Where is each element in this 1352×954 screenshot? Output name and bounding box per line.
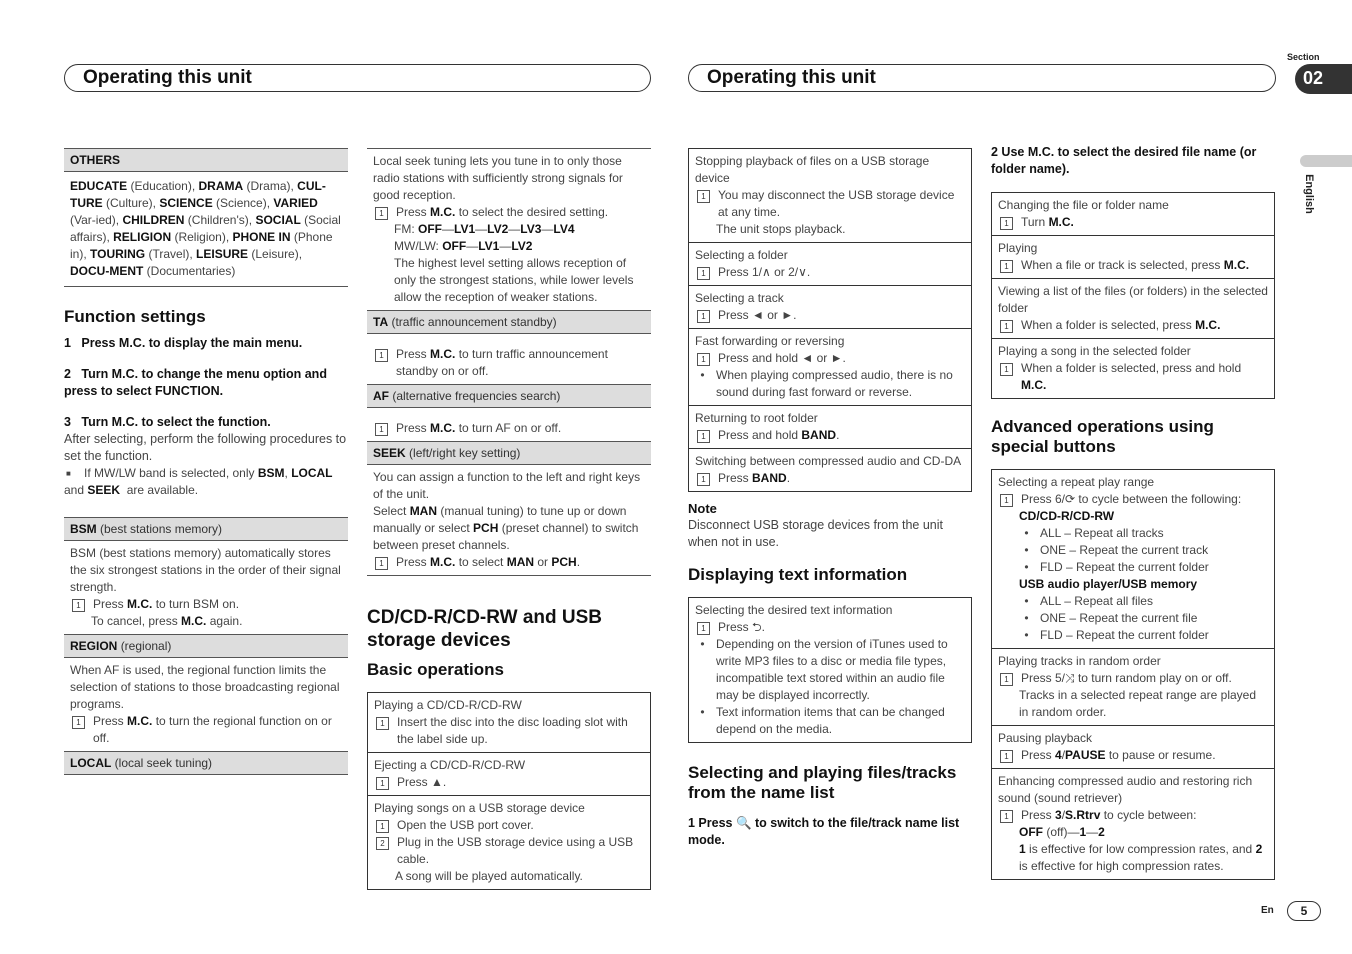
page-number-badge bbox=[1287, 901, 1321, 921]
ta-header: TA (traffic announcement standby) bbox=[367, 310, 651, 334]
step-2-right: 2 Use M.C. to select the desired file name (or folder name). bbox=[991, 145, 1257, 176]
basic-ops-box: Playing a CD/CD-R/CD-RW 1 Insert the disc into the disc loading slot with the label side up. Ejecting a CD/CD-R/CD-RW 1 Press ▲. Playing songs on a USB storage device 1 Open the USB port cover. 2 Plug in the USB storage device using a USB cable. A song will be played automatically. bbox=[367, 692, 651, 890]
cd-usb-title: CD/CD-R/CD-RW and USB storage devices bbox=[367, 607, 603, 651]
function-settings-title: Function settings bbox=[64, 307, 206, 326]
seek-body: You can assign a function to the left and right keys of the unit. Select MAN (manual tuning) to tune up or down manually or select PCH (preset channel) to switch between preset channels. 1 Press M.C. to select MAN or PCH. bbox=[367, 465, 651, 576]
column-2 bbox=[367, 148, 651, 890]
local-body: Local seek tuning lets you tune in to only those radio stations with sufficiently strong signals for good reception. 1 Press M.C. to select the desired setting. FM: OFF—LV1—LV2—LV3—LV4 MW/LW: OFF—LV1—LV2 The highest level setting allows reception of only the strongest stations, while lower levels allow the reception of weaker stations. bbox=[367, 148, 651, 310]
note-mw: ■ If MW/LW band is selected, only BSM, LOCAL bbox=[66, 466, 333, 480]
advanced-ops-box: Selecting a repeat play range 1 Press 6/⟳ to cycle between the following: CD/CD-R/CD-RW • ALL – Repeat all tracks • ONE – Repeat the current track • FLD – Repeat the current folder USB audio player/USB memory • ALL – Repeat all files • ONE – Repeat the current file • FLD – Repeat the current folder Playing tracks in random order 1 Press 5/⤨ to turn random play on or off. Tracks in a selected repeat range are played in random order. Pausing playback 1 Press 4/PAUSE to pause or resume. Enhancing compressed audio and restoring rich sound (sound retriever) 1 Press 3/S.Rtrv to cycle between: OFF (off)—1—2 1 is effective for low compression rates, and 2 is effective for high compression rates. bbox=[991, 469, 1275, 880]
seek-header: SEEK (left/right key setting) bbox=[367, 441, 651, 465]
region-body: When AF is used, the regional function limits the selection of stations to those broadcasting regional programs. 1 Press M.C. to turn the regional function on or off. bbox=[70, 663, 340, 745]
step-1: 1 Press M.C. to display the main menu. bbox=[64, 336, 303, 350]
advanced-ops-title: Advanced operations using special buttons bbox=[991, 417, 1214, 456]
section-label: Section bbox=[1287, 52, 1320, 62]
step-2: 2 Turn M.C. to change the menu option and press to select FUNCTION. bbox=[64, 367, 327, 398]
note-body: Disconnect USB storage devices from the unit when not in use. bbox=[688, 518, 943, 549]
page-title-left: Operating this unit bbox=[83, 67, 252, 88]
footer-lang: En bbox=[1261, 905, 1274, 916]
page-number: 5 bbox=[1300, 904, 1308, 918]
language-tab: English bbox=[1303, 174, 1315, 214]
column-4 bbox=[991, 144, 1275, 880]
basic-operations-title: Basic operations bbox=[367, 660, 504, 679]
note-head: Note bbox=[688, 501, 717, 516]
bsm-body: BSM (best stations memory) automatically stores the six strongest stations in the order of their signal strength. 1 Press M.C. to turn BSM on. To cancel, press M.C. again. bbox=[70, 546, 341, 628]
usb-ops-box: Stopping playback of files on a USB storage device 1 You may disconnect the USB storage device at any time. The unit stops playback. Selecting a folder 1 Press 1/∧ or 2/∨. Selecting a track 1 Press ◄ or ►. Fast forwarding or reversing 1 Press and hold ◄ or ►. • When playing compressed audio, there is no sound during fast forward or reverse. Returning to root folder 1 Press and hold BAND. Switching between compressed audio and CD-DA 1 Press BAND. bbox=[688, 148, 972, 492]
page-title-right: Operating this unit bbox=[707, 67, 876, 88]
select-step-1: 1 Press 🔍 to switch to the file/track name list mode. bbox=[688, 816, 960, 847]
others-body: EDUCATE (Education), DRAMA (Drama), CUL-TURE (Culture), SCIENCE (Science), VARIED (Var-ied), CHILDREN (Children's), SOCIAL (Social affairs), RELIGION (Religion), PHONE IN (Phone in), TOURING (Travel), LEISURE (Leisure), DOCU-MENT (Documentaries) bbox=[64, 172, 348, 287]
column-3 bbox=[688, 148, 972, 849]
right-title-pill bbox=[688, 64, 1276, 92]
bsm-header: BSM (best stations memory) bbox=[64, 517, 348, 541]
local-header: LOCAL (local seek tuning) bbox=[64, 751, 348, 775]
after-text: After selecting, perform the following procedures to set the function. bbox=[64, 432, 347, 463]
display-text-title: Displaying text information bbox=[688, 565, 908, 584]
af-body: 1 Press M.C. to turn AF on or off. bbox=[367, 408, 651, 441]
column-1: OTHERS EDUCATE (Education), DRAMA (Drama), CUL-TURE (Culture), SCIENCE (Science), VARIED (Var-ied), CHILDREN (Children's), SOCIAL (Social affairs), RELIGION (Religion), PHONE IN (Phone in), TOURING (Travel), LEISURE (Leisure), DOCU-MENT (Documentaries) Function settings 1 Press M.C. to display the main menu. 2 Turn M.C. to change the menu option and press to select FUNCTION. 3 Turn M.C. to select the function. After selecting, perform the following procedures to set the function. ■ If MW/LW band is selected, only BSM, LOCAL and SEEK are available. BSM (best stations memory) BSM (best stations memory) automatically stores the six strongest stations in the order of their signal strength. 1 Press M.C. to turn BSM on. To cancel, press M.C. again. REGION (regional) When AF is used, the regional function limits the selection of stations to those broadcasting regional programs. 1 Press M.C. to turn the regional function on or off. LOCAL (local seek tuning) bbox=[64, 148, 348, 775]
display-text-box: Selecting the desired text information 1 Press ⮌. • Depending on the version of iTunes used to write MP3 files to a disc or media file types, incompatible text stored within an audio file may be displayed incorrectly. • Text information items that can be changed depend on the media. bbox=[688, 597, 972, 743]
region-header: REGION (regional) bbox=[64, 634, 348, 658]
select-files-title: Selecting and playing files/tracks from the name list bbox=[688, 763, 957, 802]
af-header: AF (alternative frequencies search) bbox=[367, 384, 651, 408]
step-3: 3 Turn M.C. to select the function. bbox=[64, 415, 271, 429]
section-badge bbox=[1295, 64, 1352, 94]
others-header: OTHERS bbox=[64, 148, 348, 172]
file-list-box: Changing the file or folder name 1 Turn M.C. Playing 1 When a file or track is selected, press M.C. Viewing a list of the files (or folders) in the selected folder 1 When a folder is selected, press M.C. Playing a song in the selected folder 1 When a folder is selected, press and hold M.C. bbox=[991, 192, 1275, 399]
ta-body: 1 Press M.C. to turn traffic announcement standby on or off. bbox=[367, 334, 651, 384]
left-title-pill bbox=[64, 64, 651, 92]
section-number: 02 bbox=[1303, 68, 1324, 88]
